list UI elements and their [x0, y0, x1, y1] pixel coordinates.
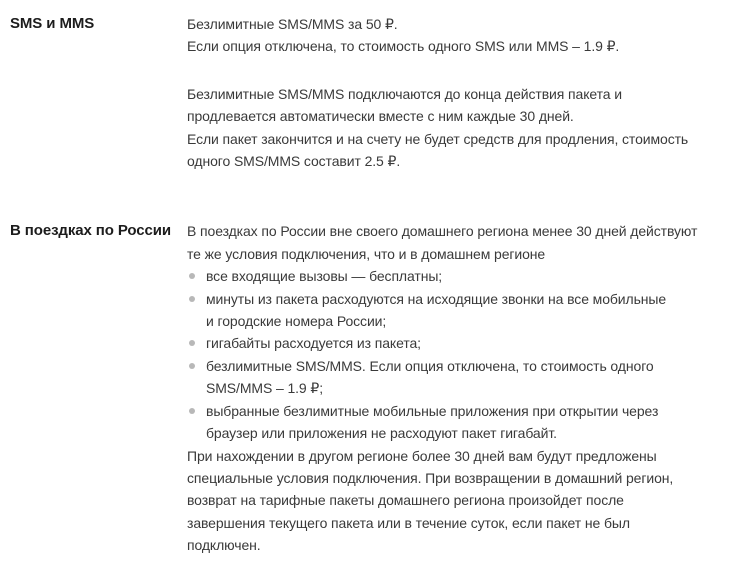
paragraph-line: Безлимитные SMS/MMS за 50 ₽. [187, 16, 398, 32]
list-item [187, 288, 737, 333]
paragraph-intro [187, 220, 737, 265]
bullet-icon [189, 340, 195, 346]
tariff-section-travel-russia [10, 220, 737, 556]
list-item [187, 400, 737, 445]
paragraph-line: продлевается автоматически вместе с ним каждые 30 дней. [187, 108, 574, 125]
bullet-icon [189, 363, 195, 369]
section-label-sms: SMS и MMS [10, 15, 95, 32]
paragraph-line: завершения текущего пакета или в течение суток, если пакет не был [187, 514, 630, 531]
paragraph [187, 83, 737, 173]
paragraph-line: В поездках по России вне своего домашнего региона менее 30 дней действуют [187, 223, 698, 240]
paragraph-line: одного SMS/MMS составит 2.5 ₽. [187, 153, 401, 170]
section-content-travel-russia [187, 220, 737, 556]
list-item [187, 355, 737, 400]
paragraph-line: те же условия подключения, что и в домашнем регионе [187, 245, 546, 262]
tariff-section-sms [10, 13, 737, 172]
bullet-line: все входящие вызовы — бесплатны; [206, 268, 443, 285]
list-item [187, 332, 737, 354]
conditions-bullet-list [187, 265, 737, 444]
section-content-sms [187, 13, 737, 172]
paragraph-line: Безлимитные SMS/MMS подключаются до конца действия пакета и [187, 85, 622, 102]
bullet-line: браузер или приложения не расходуют пакет гигабайт. [206, 425, 557, 442]
list-item [187, 265, 737, 287]
bullet-line: SMS/MMS – 1.9 ₽; [206, 380, 324, 397]
paragraph-line: подключен. [187, 537, 261, 554]
paragraph-line: При нахождении в другом регионе более 30 дней вам будут предложены [187, 447, 657, 464]
paragraph-outro [187, 445, 737, 557]
paragraph-line: специальные условия подключения. При возвращении в домашний регион, [187, 469, 674, 486]
bullet-line: и городские номера России; [206, 313, 387, 330]
paragraph-line: Если пакет закончится и на счету не будет средств для продления, стоимость [187, 130, 689, 147]
paragraph-line: Если опция отключена, то стоимость одного SMS или MMS – 1.9 ₽. [187, 38, 620, 55]
paragraph-line: возврат на тарифные пакеты домашнего региона произойдет после [187, 492, 624, 509]
bullet-line: выбранные безлимитные мобильные приложения при открытии через [206, 402, 659, 419]
bullet-icon [189, 296, 195, 302]
bullet-line: гигабайты расходуется из пакета; [206, 335, 421, 352]
bullet-line: безлимитные SMS/MMS. Если опция отключена, то стоимость одного [206, 357, 654, 374]
section-label-travel-russia: В поездках по России [10, 222, 172, 240]
bullet-line: минуты из пакета расходуются на исходящие звонки на все мобильные [206, 290, 667, 307]
bullet-icon [189, 408, 195, 414]
paragraph [187, 13, 737, 58]
bullet-icon [189, 273, 195, 279]
